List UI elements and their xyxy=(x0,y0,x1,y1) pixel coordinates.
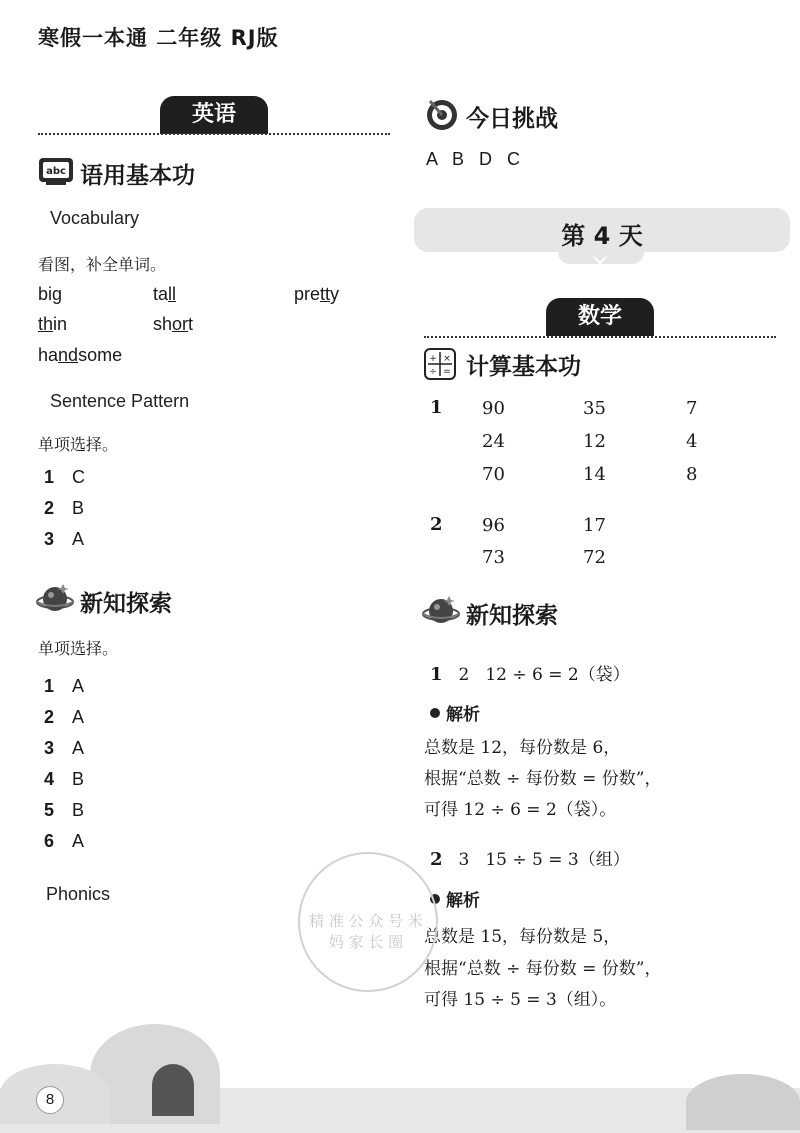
answer-item: 5 B xyxy=(44,800,85,820)
calc-answer: 7 xyxy=(686,398,698,419)
chevron-down-icon xyxy=(593,250,607,260)
word-item: short xyxy=(153,314,194,334)
calculator-icon xyxy=(424,348,456,380)
svg-text:abc: abc xyxy=(46,166,66,177)
calc-answer: 17 xyxy=(583,515,606,536)
calc-answer: 8 xyxy=(686,464,698,485)
planet-icon xyxy=(36,580,74,616)
hill-decoration xyxy=(686,1074,800,1130)
answer-item: 3 A xyxy=(44,738,85,758)
page-header: 寒假一本通 二年级 RJ版 xyxy=(38,26,279,50)
answer-item: 1 C xyxy=(44,467,86,487)
igloo-door xyxy=(152,1064,194,1116)
vocabulary-label: Vocabulary xyxy=(50,208,140,228)
word-item: big xyxy=(38,284,63,304)
calc-answer: 70 xyxy=(482,464,505,485)
divider xyxy=(424,336,776,338)
word-item: pretty xyxy=(294,284,340,304)
answer-item: 4 B xyxy=(44,769,85,789)
analysis-heading: 解析 xyxy=(430,886,480,911)
page-number: 8 xyxy=(36,1086,64,1114)
target-icon xyxy=(424,96,460,132)
answer-item: 2 A xyxy=(44,707,85,727)
section-title-challenge: 今日挑战 xyxy=(466,106,558,132)
word-item: handsome xyxy=(38,345,123,365)
tab-english: 英语 xyxy=(160,96,268,134)
answer-item: 2 B xyxy=(44,498,85,518)
analysis-line: 总数是 12，每份数是 6， xyxy=(424,738,621,758)
section-title-calc: 计算基本功 xyxy=(466,354,581,380)
day-title: 第 4 天 xyxy=(561,222,643,250)
calc-answer: 72 xyxy=(583,547,606,568)
watermark-text: 精 准 公 众 号 米 妈 家 长 圈 xyxy=(309,912,423,951)
explore-answer: 1 2 12 ÷ 6 = 2（袋） xyxy=(430,664,630,685)
tab-math: 数学 xyxy=(546,298,654,336)
calc-answer: 90 xyxy=(482,398,505,419)
abc-board-icon xyxy=(38,155,74,187)
explore-instruction: 单项选择。 xyxy=(38,639,119,658)
answer-item: 1 A xyxy=(44,676,85,696)
calc-answer: 96 xyxy=(482,515,505,536)
planet-icon xyxy=(422,592,460,628)
vocab-instruction: 看图，补全单词。 xyxy=(38,255,167,274)
bullet-icon xyxy=(430,708,440,718)
svg-text:×: × xyxy=(443,354,451,364)
question-number: 1 xyxy=(430,397,443,418)
analysis-line: 根据“总数 ÷ 每份数 = 份数”， xyxy=(424,959,662,979)
section-title-explore: 新知探索 xyxy=(80,591,172,617)
svg-text:÷: ÷ xyxy=(429,367,437,377)
svg-text:+: + xyxy=(429,354,437,364)
calc-answer: 4 xyxy=(686,431,698,452)
phonics-label: Phonics xyxy=(46,884,111,904)
calc-answer: 73 xyxy=(482,547,505,568)
explore-answer: 2 3 15 ÷ 5 = 3（组） xyxy=(430,849,630,870)
analysis-line: 可得 15 ÷ 5 = 3（组）。 xyxy=(424,990,617,1010)
analysis-line: 根据“总数 ÷ 每份数 = 份数”， xyxy=(424,769,662,789)
analysis-line: 总数是 15，每份数是 5， xyxy=(424,927,621,947)
calc-answer: 24 xyxy=(482,431,505,452)
analysis-heading: 解析 xyxy=(430,700,480,725)
calc-answer: 14 xyxy=(583,464,606,485)
question-number: 2 xyxy=(430,514,443,535)
analysis-line: 可得 12 ÷ 6 = 2（袋）。 xyxy=(424,800,617,820)
challenge-answers: A B D C xyxy=(426,149,521,169)
word-item: thin xyxy=(38,314,68,334)
calc-answer: 12 xyxy=(583,431,606,452)
section-title-language: 语用基本功 xyxy=(80,163,195,189)
calc-answer: 35 xyxy=(583,398,606,419)
section-title-explore-math: 新知探索 xyxy=(466,603,558,629)
pattern-instruction: 单项选择。 xyxy=(38,435,119,454)
divider xyxy=(38,133,390,135)
word-item: tall xyxy=(153,284,177,304)
answer-item: 6 A xyxy=(44,831,85,851)
svg-text:=: = xyxy=(443,367,451,377)
answer-item: 3 A xyxy=(44,529,85,549)
sentence-pattern-label: Sentence Pattern xyxy=(50,391,190,411)
